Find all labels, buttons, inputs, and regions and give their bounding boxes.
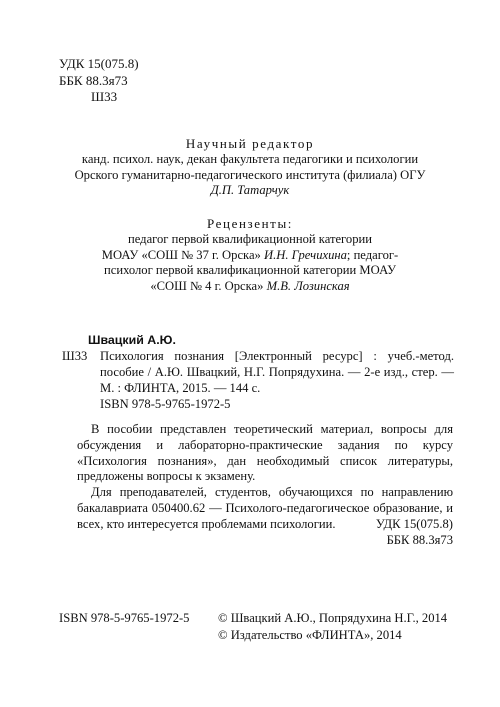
card-author: Швацкий А.Ю. xyxy=(88,333,176,347)
reviewers-line-1: педагог первой квалификационной категории xyxy=(128,231,372,246)
footer-isbn: ISBN 978-5-9765-1972-5 xyxy=(59,611,190,625)
reviewers-block xyxy=(40,216,460,295)
card-description-row xyxy=(62,349,454,397)
reviewer-org-2: «СОШ № 4 г. Орска» xyxy=(150,279,267,294)
footer-copyrights xyxy=(218,610,447,644)
catalog-card xyxy=(62,333,454,413)
classification-block xyxy=(59,56,139,106)
editor-block xyxy=(40,136,460,199)
reviewers-line-4 xyxy=(40,279,460,295)
reviewer-name-2: М.В. Лозинская xyxy=(266,279,350,294)
reviewers-heading: Рецензенты: xyxy=(206,216,293,231)
reviewers-line-3: психолог первой квалификационной категории МОАУ xyxy=(104,263,396,278)
card-isbn: ISBN 978-5-9765-1972-5 xyxy=(100,396,231,411)
copyright-publisher: © Издательство «ФЛИНТА», 2014 xyxy=(218,628,402,642)
editor-line-2: Орского гуманитарно-педагогического института (филиала) ОГУ xyxy=(74,167,426,182)
reviewer-text-1: ; педагог- xyxy=(346,247,399,262)
card-description: Психология познания [Электронный ресурс] : учеб.-метод. пособие / А.Ю. Швацкий, Н.Г. Попрядухина. — 2-е изд., стер. — М. : ФЛИНТА, 2015. — 144 с. xyxy=(100,348,454,395)
reviewer-name-1: И.Н. Гречихина xyxy=(264,247,347,262)
udk-code: УДК 15(075.8) xyxy=(59,56,139,71)
card-code: Ш33 xyxy=(62,348,88,363)
annotation-paragraph-1: В пособии представлен теоретический материал, вопросы для обсуждения и лабораторно-практические задания по курсу «Психология познания», дан необходимый список литературы, предложены вопросы к экзамену. xyxy=(77,422,453,484)
editor-heading: Научный редактор xyxy=(185,136,315,151)
bbk-code: ББК 88.3я73 xyxy=(59,72,128,88)
bbk-code-right: ББК 88.3я73 xyxy=(386,533,453,547)
editor-name: Д.П. Татарчук xyxy=(210,183,290,198)
codes-right xyxy=(376,516,453,548)
reviewer-org-1: МОАУ «СОШ № 37 г. Орска» xyxy=(101,247,265,262)
reviewers-line-2 xyxy=(40,248,460,264)
annotation-paragraph-2: Для преподавателей, студентов, обучающихся по направлению бакалавриата 050400.62 — Психолого-педагогическое образование, и всех, кто интересуется проблемами психологии. xyxy=(77,485,453,531)
editor-line-1: канд. психол. наук, декан факультета педагогики и психологии xyxy=(81,151,419,166)
copyright-authors: © Швацкий А.Ю., Попрядухина Н.Г., 2014 xyxy=(218,611,448,625)
author-mark: Ш33 xyxy=(91,89,118,104)
udk-code-right: УДК 15(075.8) xyxy=(375,517,453,531)
